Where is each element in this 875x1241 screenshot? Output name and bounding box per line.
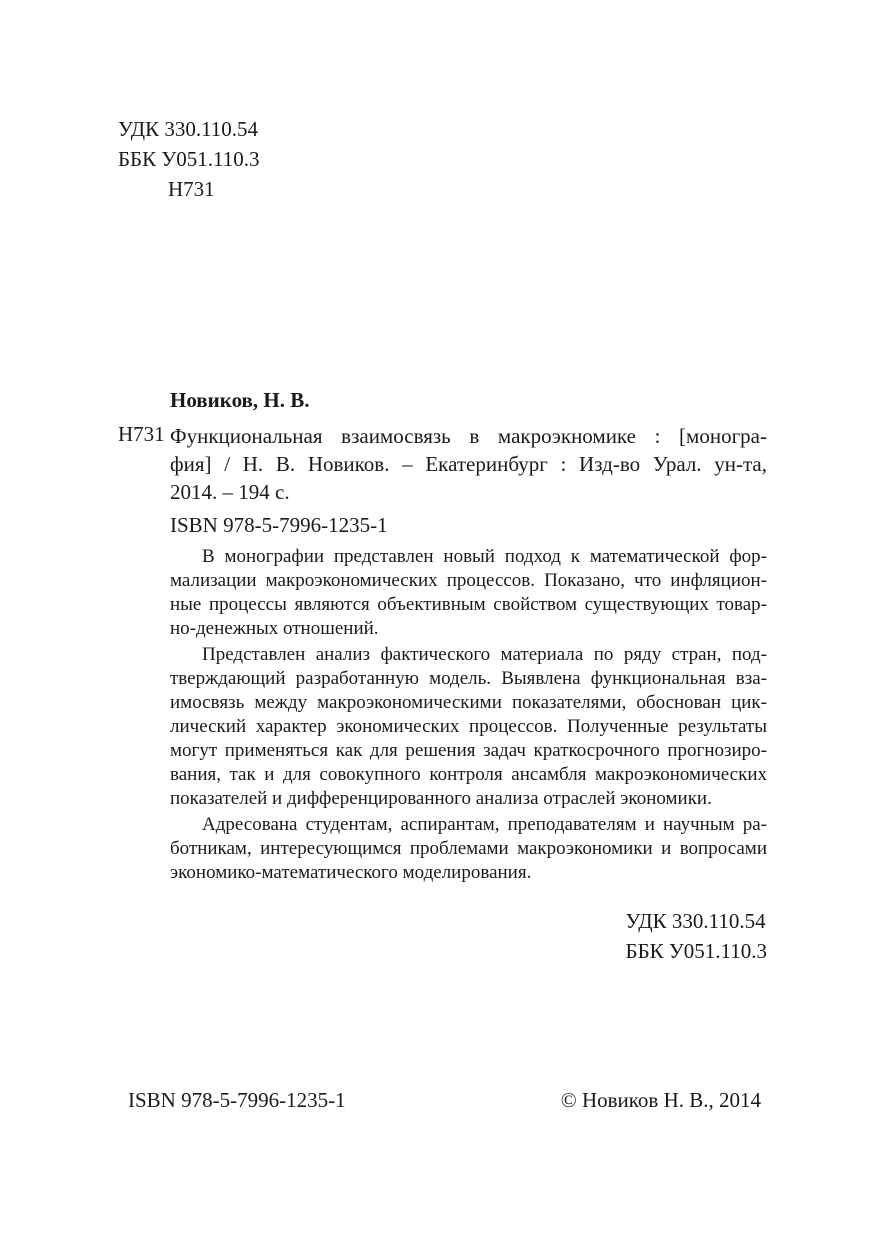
annotation-line: Представлен анализ фактического материала по ряду стран, под- [202, 644, 767, 665]
bibliographic-description [170, 422, 767, 506]
bbk-code-bottom: ББК У051.110.3 [625, 939, 767, 963]
bottom-classification-codes [626, 906, 767, 966]
annotation [170, 545, 767, 887]
annotation-line: лический характер экономических процессов. Полученные результаты [170, 716, 767, 737]
footer-isbn: ISBN 978-5-7996-1235-1 [128, 1088, 346, 1112]
author-heading: Новиков, Н. В. [170, 388, 310, 412]
annotation-line: показателей и дифференцированного анализа отраслей экономики. [170, 788, 712, 809]
top-classification-codes [118, 114, 259, 204]
catalog-isbn: ISBN 978-5-7996-1235-1 [170, 513, 388, 537]
annotation-line: В монографии представлен новый подход к математической фор- [202, 546, 767, 567]
annotation-line: но-денежных отношений. [170, 618, 379, 639]
annotation-line: могут применяться как для решения задач краткосрочного прогнозиро- [170, 740, 767, 761]
udk-code-bottom: УДК 330.110.54 [625, 909, 766, 933]
copyright-notice: © Новиков Н. В., 2014 [560, 1088, 761, 1112]
annotation-line: мализации макроэкономических процессов. Показано, что инфляцион- [170, 570, 767, 591]
annotation-paragraph [170, 643, 767, 811]
bibliographic-line: фия] / Н. В. Новиков. – Екатеринбург : Изд-во Урал. ун-та, [170, 452, 767, 476]
annotation-line: тверждающий разработанную модель. Выявлена функциональная вза- [170, 668, 767, 689]
bibliographic-line: 2014. – 194 с. [170, 480, 290, 504]
annotation-line: вания, так и для совокупного контроля ансамбля макроэкономических [170, 764, 767, 785]
bibliographic-line: Функциональная взаимосвязь в макроэкномике : [моногра- [170, 424, 767, 448]
annotation-line: ные процессы являются объективным свойством существующих товар- [170, 594, 767, 615]
cutter-code: Н731 [168, 177, 215, 201]
annotation-paragraph [170, 545, 767, 641]
catalog-cutter-mark: Н731 [118, 422, 165, 446]
annotation-line: экономико-математического моделирования. [170, 862, 532, 883]
bbk-code: ББК У051.110.3 [118, 147, 260, 171]
annotation-line: ботникам, интересующимся проблемами макроэкономики и вопросами [170, 838, 767, 859]
annotation-paragraph [170, 813, 767, 885]
annotation-line: Адресована студентам, аспирантам, преподавателям и научным ра- [202, 814, 767, 835]
annotation-line: имосвязь между макроэкономическими показателями, обоснован цик- [170, 692, 767, 713]
udk-code: УДК 330.110.54 [118, 117, 259, 141]
